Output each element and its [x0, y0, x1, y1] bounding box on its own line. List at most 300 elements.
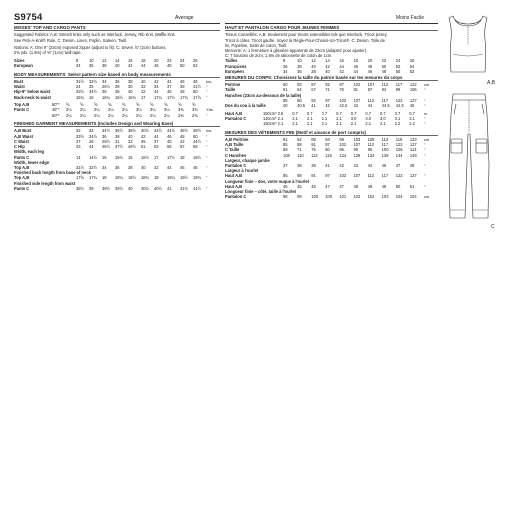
table-cell: 104: [395, 194, 403, 200]
table-cell: 97: [325, 142, 330, 148]
table-cell: 46: [167, 133, 172, 139]
table-cell: 40: [141, 164, 146, 170]
table-cell: 64: [297, 87, 302, 93]
table-cell: 41½: [193, 84, 201, 90]
table-cell: 139: [381, 152, 389, 158]
table-cell: 49½: [128, 144, 136, 150]
table-cell: 94: [381, 87, 387, 93]
table-cell: 44: [367, 103, 373, 109]
table-cell: 3.1: [394, 115, 401, 121]
table-row: [14, 186, 220, 191]
table-cell: 47½: [115, 144, 123, 150]
english-body-title: BODY MEASUREMENTS: Select pattern size based on body measurements: [14, 71, 220, 78]
table-cell: 19: [154, 175, 159, 181]
english-fabrics-2: See Pick-A-Knit® Rule. C: Denim, Linen, Poplin, Sateen, Twill.: [14, 37, 128, 43]
table-cell: 46: [353, 63, 359, 69]
table-cell: 3¼: [164, 107, 170, 113]
french-notions-1: Mercerie: A: 1 fermeture à glissière apparente de 23cm (adaptez pour ajuster).: [225, 47, 368, 53]
table-cell: ⅝: [122, 102, 126, 108]
table-cell: 92: [311, 97, 316, 103]
table-cell: 38: [115, 133, 120, 139]
table-cell: 71: [325, 87, 330, 93]
table-cell: 46: [180, 78, 185, 84]
table-cell: 83: [297, 82, 302, 88]
row-label: C Hanches: [225, 152, 247, 158]
table-cell: 37: [167, 84, 172, 90]
table-cell: 112: [367, 97, 375, 103]
table-cell: 2¼: [150, 112, 156, 118]
table-cell: 2.1: [306, 115, 313, 121]
table-cell: 44.5: [395, 103, 404, 109]
table-cell: 90: [353, 147, 359, 153]
table-cell: 16: [128, 154, 133, 160]
row-label: Poitrine: [225, 82, 241, 88]
table-cell: 48: [167, 63, 172, 69]
french-size-table: [225, 58, 438, 74]
pants-label: C: [491, 224, 495, 230]
table-cell: 98: [283, 194, 288, 200]
row-label: Longueur finie – dos, votre nuque à l'ourlet: [225, 178, 309, 184]
table-cell: 46: [367, 68, 373, 74]
table-cell: 17: [141, 94, 146, 100]
french-body-table: [225, 82, 438, 108]
table-cell: 106: [395, 147, 403, 153]
table-cell: 42: [325, 103, 330, 109]
table-cell: 41½: [193, 185, 201, 191]
table-cell: 44: [141, 63, 146, 69]
table-cell: 127: [409, 97, 417, 103]
table-cell: 37: [283, 162, 288, 168]
table-cell: 39½: [115, 185, 123, 191]
table-cell: 101: [339, 194, 347, 200]
table-cell: 40: [325, 68, 330, 74]
table-cell: 41½: [180, 185, 188, 191]
french-fabrics-2: Tricot à côtes, Tricot gaufre. Voyez la Règle-Pour-Choisir-Un-Tricot®. C: Denim, Toile de: [225, 37, 385, 43]
table-cell: 34: [102, 164, 107, 170]
row-label: Top A,B: [14, 164, 30, 170]
table-cell: 16: [89, 94, 94, 100]
table-cell: 112: [367, 173, 375, 179]
table-cell: 103: [381, 194, 389, 200]
table-cell: 39: [89, 185, 94, 191]
row-label: Pants C: [14, 185, 30, 191]
table-cell: 36: [89, 63, 94, 69]
table-cell: 103: [353, 136, 361, 142]
table-cell: 19½: [180, 175, 188, 181]
table-cell: 44½: [167, 128, 175, 134]
table-cell: 102: [353, 194, 361, 200]
table-cell: ": [424, 147, 426, 153]
table-cell: 0.7: [321, 110, 328, 116]
table-cell: 85: [283, 142, 288, 148]
table-cell: 36: [102, 89, 107, 95]
table-cell: 45"*: [52, 107, 60, 113]
table-cell: 41: [311, 103, 316, 109]
row-label: Longueur finie – côté, taille à l'ourlet: [225, 188, 297, 194]
table-cell: 42½: [154, 128, 162, 134]
table-cell: 2¼: [80, 107, 86, 113]
table-cell: 16¼: [102, 94, 110, 100]
table-cell: 44½: [193, 138, 201, 144]
table-cell: 31: [115, 138, 120, 144]
table-cell: 43: [76, 144, 81, 150]
table-cell: 16: [339, 58, 344, 64]
table-cell: 43: [353, 103, 359, 109]
table-cell: 122: [409, 82, 417, 88]
table-cell: 27: [76, 138, 81, 144]
table-cell: 22: [167, 57, 172, 63]
table-cell: 99: [395, 87, 401, 93]
table-cell: 85: [339, 147, 344, 153]
table-cell: Yds.: [206, 107, 214, 113]
table-cell: 127: [409, 142, 417, 148]
table-cell: 17⅞: [193, 94, 201, 100]
table-cell: 36: [115, 164, 120, 170]
english-yardage-table: [14, 102, 220, 118]
table-cell: 34½: [102, 128, 110, 134]
table-cell: 127: [409, 173, 417, 179]
table-cell: 50: [193, 133, 198, 139]
table-cell: 144: [395, 152, 403, 158]
table-cell: 16½: [115, 94, 123, 100]
table-cell: 2.1: [321, 121, 328, 127]
table-cell: 50: [193, 89, 198, 95]
table-cell: 40½: [154, 185, 162, 191]
table-cell: 106: [409, 87, 417, 93]
french-fabrics-1: Tissus Conseillés: A,B: Seulement pour tricots extensibles tels que Interlock, Tricot jersey,: [225, 32, 388, 38]
table-cell: 40: [128, 89, 133, 95]
table-cell: ": [206, 175, 208, 181]
table-cell: 38: [115, 89, 120, 95]
row-label: Dos du cou à la taille: [225, 103, 266, 109]
table-cell: 42: [154, 78, 159, 84]
table-cell: Ins.: [206, 128, 213, 134]
row-label: European: [14, 63, 33, 69]
table-cell: 124: [339, 152, 347, 158]
table-cell: 48½: [193, 128, 201, 134]
table-cell: m: [424, 110, 428, 116]
table-cell: 40: [311, 63, 316, 69]
table-cell: ⅝: [164, 102, 168, 108]
table-cell: 48: [180, 133, 185, 139]
table-cell: ": [206, 112, 208, 118]
table-cell: 61: [283, 87, 288, 93]
row-label: A,B Bust: [14, 128, 32, 134]
table-cell: 39: [180, 84, 185, 90]
table-cell: 60"*: [52, 112, 60, 118]
table-cell: 15: [102, 154, 107, 160]
table-cell: 0.7: [336, 110, 342, 116]
row-label: Pants C: [14, 154, 30, 160]
table-cell: 100: [311, 194, 319, 200]
row-label: Haut A,B: [225, 173, 243, 179]
table-cell: 24: [180, 57, 185, 63]
table-cell: 2.1: [292, 121, 298, 127]
table-cell: 18¾: [141, 175, 149, 181]
table-cell: 31½: [76, 78, 84, 84]
table-cell: cm: [424, 136, 430, 142]
table-cell: ": [206, 84, 208, 90]
table-cell: 28: [115, 84, 120, 90]
table-cell: 16½: [141, 154, 149, 160]
table-cell: 50: [395, 183, 401, 189]
table-cell: 67: [311, 87, 316, 93]
row-label: Haut A,B: [225, 183, 243, 189]
table-cell: 104: [409, 194, 417, 200]
english-size-table: [14, 58, 220, 68]
table-cell: 54: [409, 63, 415, 69]
table-cell: 55: [167, 144, 172, 150]
table-cell: 36½: [115, 128, 123, 134]
table-cell: ⅝: [150, 102, 154, 108]
table-cell: 38: [311, 68, 316, 74]
table-cell: 3.0: [350, 115, 357, 121]
row-label: C Waist: [14, 138, 29, 144]
pattern-number: S9754: [14, 12, 43, 23]
difficulty-level-fr: Moins Facile: [396, 15, 425, 21]
row-label: Pantalon C: [225, 115, 247, 121]
table-cell: 98: [339, 136, 344, 142]
table-cell: 33½: [76, 133, 84, 139]
table-cell: 10: [89, 57, 94, 63]
row-label: Hanches (23cm au-dessous de la taille): [225, 92, 302, 98]
table-cell: 0.6: [277, 110, 284, 116]
table-cell: 80: [325, 147, 330, 153]
table-cell: 69: [283, 147, 288, 153]
table-cell: 46½: [180, 128, 188, 134]
table-cell: 36: [115, 78, 120, 84]
table-cell: 2.1: [292, 115, 298, 121]
table-cell: 48: [180, 89, 185, 95]
table-cell: 14: [325, 58, 330, 64]
table-cell: ⅝: [178, 102, 182, 108]
table-cell: 75: [311, 147, 316, 153]
table-cell: 2¼: [164, 112, 170, 118]
table-cell: 46: [180, 164, 185, 170]
table-cell: 2¼: [122, 112, 128, 118]
table-cell: 97: [325, 173, 330, 179]
table-cell: 2.1: [277, 115, 284, 121]
table-cell: 42: [141, 133, 146, 139]
table-cell: 12: [311, 58, 316, 64]
table-cell: 2.1: [365, 121, 372, 127]
table-cell: ": [206, 144, 208, 150]
row-label: C Hip: [14, 144, 25, 150]
difficulty-level-en: Average: [175, 15, 194, 21]
table-cell: 3.1: [409, 115, 415, 121]
table-cell: 44: [89, 144, 94, 150]
table-cell: 2¼: [94, 112, 100, 118]
table-cell: ": [206, 164, 208, 170]
table-cell: 3.0: [365, 115, 372, 121]
pants-sketch: [449, 94, 489, 218]
table-cell: 47: [325, 183, 330, 189]
table-cell: 123: [409, 136, 417, 142]
row-label: Pantalon C: [225, 194, 247, 200]
table-cell: 18: [180, 154, 185, 160]
row-label: Largeur à l'ourlet: [225, 168, 259, 174]
table-cell: 28: [89, 138, 94, 144]
table-cell: 38: [128, 164, 133, 170]
table-cell: 38: [297, 162, 302, 168]
french-finished-title: MESURES DES VÊTEMENTS FINI (Motif et aisance de port compris): [225, 129, 438, 136]
table-cell: 0.7: [380, 110, 386, 116]
table-cell: 32: [76, 128, 81, 134]
row-label: Width, lower edge: [14, 159, 49, 165]
table-cell: 47: [395, 162, 401, 168]
table-cell: 17¼: [154, 94, 162, 100]
table-cell: 14: [76, 154, 81, 160]
row-label: Waist: [14, 84, 25, 90]
row-label: Pants C: [14, 107, 30, 113]
table-cell: 88: [297, 173, 302, 179]
table-cell: 44: [353, 68, 359, 74]
table-cell: 38½: [76, 185, 84, 191]
table-cell: 59: [193, 144, 198, 150]
table-cell: 0.7: [365, 110, 372, 116]
table-cell: 12: [102, 57, 107, 63]
table-cell: cm: [424, 82, 430, 88]
french-column: [225, 24, 438, 199]
table-cell: 42: [339, 68, 344, 74]
row-label: Françaises: [225, 63, 247, 69]
table-cell: 93: [325, 136, 330, 142]
table-cell: 16: [128, 57, 133, 63]
table-cell: ": [424, 173, 426, 179]
row-label: Haut A,B: [225, 110, 243, 116]
table-cell: 18: [353, 58, 359, 64]
table-cell: 2.2: [394, 121, 401, 127]
table-cell: 122: [395, 142, 403, 148]
table-cell: 46: [167, 89, 172, 95]
table-cell: 25: [89, 84, 94, 90]
table-cell: 17½: [167, 94, 175, 100]
row-label: Tailles: [225, 58, 238, 64]
row-label: Width, each leg: [14, 149, 44, 155]
table-cell: 32½: [89, 78, 97, 84]
french-notions-2: C: 7 boutons de 2cm, 1,9m de tailonnette de coton de 1cm.: [225, 53, 333, 59]
table-cell: 49: [381, 183, 387, 189]
table-cell: 71: [297, 147, 302, 153]
table-cell: 87: [311, 82, 316, 88]
table-cell: 24: [395, 58, 401, 64]
table-cell: 45: [283, 183, 288, 189]
table-cell: 2.1: [336, 121, 342, 127]
table-cell: 32½: [89, 164, 97, 170]
table-cell: cm: [424, 194, 430, 200]
table-cell: 18: [141, 57, 146, 63]
table-cell: ": [424, 142, 426, 148]
table-cell: 87: [367, 87, 373, 93]
table-cell: 19¼: [167, 175, 175, 181]
table-cell: 107: [367, 82, 375, 88]
english-notions-1: Notions: A: One 9" (23cm) exposed zipper (adjust to fit). C: Seven ⅞" (2cm) buttons,: [14, 45, 167, 51]
table-cell: 35: [141, 138, 146, 144]
table-cell: 17½: [167, 154, 175, 160]
table-cell: ": [206, 133, 208, 139]
table-cell: 2.1: [277, 121, 284, 127]
table-cell: 17¾: [180, 94, 188, 100]
table-cell: 2¼: [108, 112, 114, 118]
table-cell: 113: [409, 147, 417, 153]
row-label: C Taille: [225, 147, 240, 153]
table-cell: 0.7: [394, 110, 401, 116]
table-cell: 85: [283, 97, 288, 103]
top-sketch: [449, 16, 487, 72]
table-cell: 32: [141, 84, 146, 90]
table-cell: ": [424, 115, 426, 121]
table-cell: 14: [115, 57, 120, 63]
table-cell: 2.1: [306, 121, 313, 127]
table-cell: 44: [167, 78, 172, 84]
table-cell: 0.7: [409, 110, 415, 116]
row-label: A,B Poitrine: [225, 136, 249, 142]
row-label: Back-neck to waist: [14, 94, 51, 100]
table-cell: 29½: [102, 138, 110, 144]
table-cell: 102: [339, 173, 347, 179]
table-cell: 42: [180, 138, 185, 144]
table-cell: 40.5: [297, 103, 306, 109]
table-cell: 44: [154, 133, 159, 139]
table-cell: 30: [128, 84, 133, 90]
table-cell: 50: [395, 68, 401, 74]
table-cell: 17¾: [89, 175, 97, 181]
table-cell: 2⅜: [192, 112, 198, 118]
table-cell: 15½: [115, 154, 123, 160]
table-cell: 34: [76, 63, 81, 69]
table-cell: 122: [395, 97, 403, 103]
table-cell: 42: [141, 89, 146, 95]
table-cell: 34: [154, 84, 159, 90]
table-cell: 48: [367, 63, 373, 69]
table-cell: 3⅜: [192, 107, 198, 113]
table-cell: 100: [381, 147, 389, 153]
table-cell: 53: [154, 144, 159, 150]
row-label: A,B Taille: [225, 142, 244, 148]
table-cell: 129: [353, 152, 361, 158]
table-cell: 107: [353, 142, 361, 148]
table-cell: 92: [325, 82, 330, 88]
table-cell: 117: [381, 97, 389, 103]
table-cell: 52: [193, 63, 198, 69]
table-cell: 81: [353, 87, 359, 93]
table-cell: 88: [297, 97, 302, 103]
row-label: Pantalon C: [225, 162, 247, 168]
table-cell: 95: [367, 147, 373, 153]
english-body-table: [14, 79, 220, 100]
table-cell: ": [424, 152, 426, 158]
table-cell: ": [424, 103, 426, 109]
table-cell: 34½: [89, 133, 97, 139]
table-cell: 40: [128, 133, 133, 139]
table-cell: ": [424, 121, 426, 127]
english-fabrics-1: Suggested Fabrics: A,B: Stretch knits only such as Interlock, Jersey, Rib Knit, Waffle Knit.: [14, 32, 176, 38]
table-cell: 41: [167, 185, 172, 191]
table-cell: 80: [283, 82, 288, 88]
table-cell: 34½: [89, 89, 97, 95]
table-cell: 39½: [102, 185, 110, 191]
row-label: Sizes: [14, 57, 25, 63]
table-cell: 40: [115, 63, 120, 69]
table-cell: 97: [325, 97, 330, 103]
table-cell: 50: [381, 63, 387, 69]
table-cell: Ins.: [206, 78, 213, 84]
table-cell: 119: [325, 152, 332, 158]
table-cell: ⅝: [94, 102, 98, 108]
table-cell: 149: [409, 152, 417, 158]
table-cell: ": [424, 87, 426, 93]
table-cell: 40: [141, 78, 146, 84]
